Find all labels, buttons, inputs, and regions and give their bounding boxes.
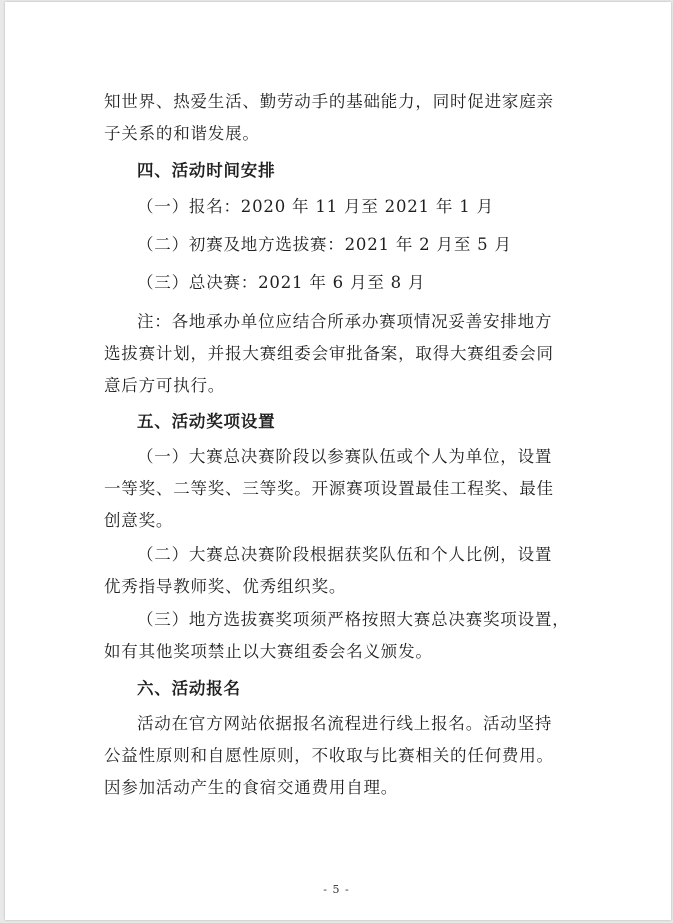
schedule-final: （三）总决赛：2021 年 6 月至 8 月 <box>137 273 426 292</box>
section5-item-3 <box>104 604 584 668</box>
intro-line-1: 知世界、热爱生活、勤劳动手的基础能力，同时促进家庭亲 <box>104 92 554 111</box>
section4-heading: 四、活动时间安排 <box>137 161 276 180</box>
award-item3-line-1: （三）地方选拔赛奖项须严格按照大赛总决赛奖项设置， <box>137 610 570 629</box>
note-line-3: 意后方可执行。 <box>104 376 226 395</box>
note-line-2: 选拔赛计划，并报大赛组委会审批备案，取得大赛组委会同 <box>104 344 554 363</box>
schedule-preliminary: （二）初赛及地方选拔赛：2021 年 2 月至 5 月 <box>137 235 512 254</box>
award-item2-line-1: （二）大赛总决赛阶段根据获奖队伍和个人比例，设置 <box>137 545 553 564</box>
award-item1-line-2: 一等奖、二等奖、三等奖。开源赛项设置最佳工程奖、最佳 <box>104 479 554 498</box>
page-number: - 5 - <box>323 883 350 896</box>
award-item2-line-2: 优秀指导教师奖、优秀组织奖。 <box>104 577 347 596</box>
schedule-registration: （一）报名：2020 年 11 月至 2021 年 1 月 <box>137 197 494 216</box>
section5-item-1 <box>104 441 584 537</box>
award-item1-line-3: 创意奖。 <box>104 511 174 530</box>
award-item3-line-2: 如有其他奖项禁止以大赛组委会名义颁发。 <box>104 642 433 661</box>
registration-line-1: 活动在官方网站依据报名流程进行线上报名。活动坚持 <box>137 714 553 733</box>
section4-item-1 <box>104 191 584 223</box>
note-line-1: 注：各地承办单位应结合所承办赛项情况妥善安排地方 <box>137 312 553 331</box>
section4-item-2 <box>104 229 584 261</box>
section6-body <box>104 708 584 804</box>
intro-line-2: 子关系的和谐发展。 <box>104 124 260 143</box>
registration-line-2: 公益性原则和自愿性原则，不收取与比赛相关的任何费用。 <box>104 746 554 765</box>
section6-heading: 六、活动报名 <box>137 679 241 698</box>
award-item1-line-1: （一）大赛总决赛阶段以参赛队伍或个人为单位，设置 <box>137 447 553 466</box>
registration-line-3: 因参加活动产生的食宿交通费用自理。 <box>104 778 399 797</box>
intro-paragraph <box>104 86 584 150</box>
section5-heading: 五、活动奖项设置 <box>137 412 276 431</box>
section4-note <box>104 306 584 402</box>
section4-item-3 <box>104 267 584 299</box>
section5-item-2 <box>104 539 584 603</box>
